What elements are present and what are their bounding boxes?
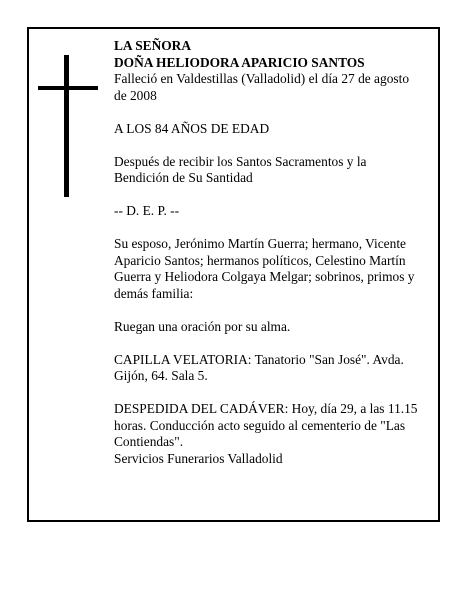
- farewell-line: DESPEDIDA DEL CADÁVER: Hoy, día 29, a las 11.15 horas. Conducción acto seguido al cementerio de "Las Contiendas".: [114, 401, 418, 449]
- latin-cross-icon: [38, 55, 98, 197]
- funeral-services-line: Servicios Funerarios Valladolid: [114, 450, 283, 466]
- family-line: Su esposo, Jerónimo Martín Guerra; hermano, Vicente Aparicio Santos; hermanos políticos, Celestino Martín Guerra y Heliodora Colgaya Melgar; sobrinos, primos y demás familia:: [114, 236, 415, 301]
- death-info: Falleció en Valdestillas (Valladolid) el día 27 de agosto de 2008: [114, 71, 410, 103]
- rip-line: -- D. E. P. --: [114, 203, 180, 218]
- deceased-name: DOÑA HELIODORA APARICIO SANTOS: [114, 54, 365, 70]
- cross-horizontal-bar: [38, 86, 98, 90]
- chapel-line: CAPILLA VELATORIA: Tanatorio "San José". Avda. Gijón, 64. Sala 5.: [114, 351, 404, 383]
- sacraments-line: Después de recibir los Santos Sacramentos y la Bendición de Su Santidad: [114, 153, 367, 185]
- title-line: LA SEÑORA: [114, 38, 192, 53]
- cross-vertical-bar: [64, 55, 69, 197]
- obituary-text: [114, 38, 424, 467]
- age-line: A LOS 84 AÑOS DE EDAD: [114, 120, 270, 136]
- prayer-line: Ruegan una oración por su alma.: [114, 318, 291, 334]
